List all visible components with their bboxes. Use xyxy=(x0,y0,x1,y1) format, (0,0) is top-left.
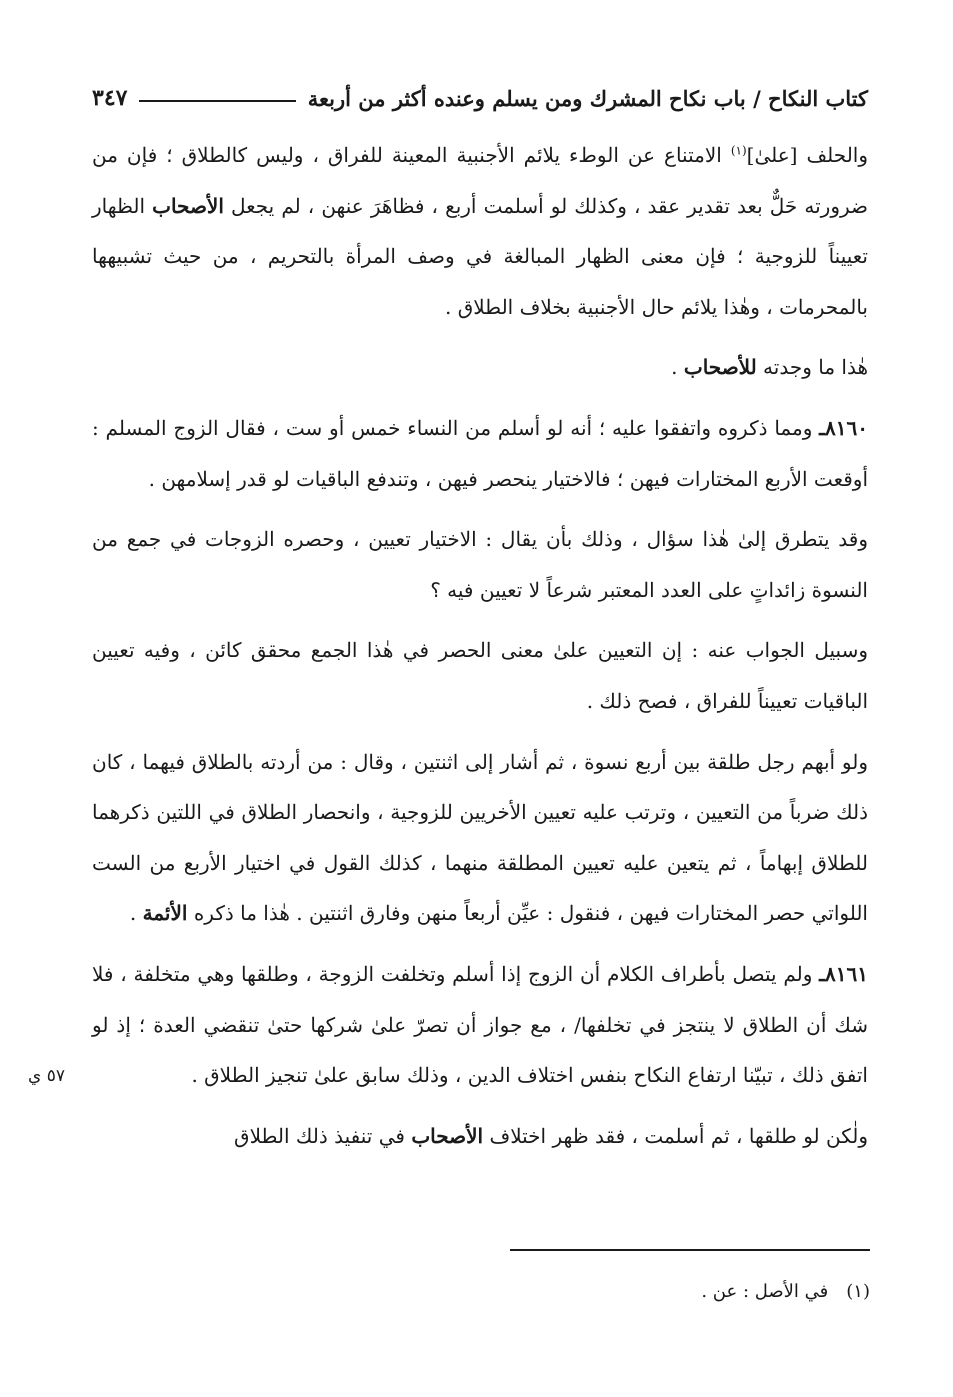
footnote-number: (١) xyxy=(846,1281,870,1302)
footnote xyxy=(500,1276,870,1308)
running-header xyxy=(92,76,868,120)
paragraph-1 xyxy=(92,130,868,332)
paragraph-last xyxy=(92,1111,868,1162)
text-run: . xyxy=(671,355,684,380)
paragraph-8161 xyxy=(92,949,868,1101)
text-run: الظهار تعييناً للزوجية ؛ فإن معنى الظهار المبالغة في وصف المرأة بالتحريم ، من حيث تشبيهها بالمحرمات ، وهٰذا يلائم حال الأجنبية بخلاف الطلاق . xyxy=(92,193,868,319)
text-run: ولٰكن لو طلقها ، ثم أسلمت ، فقد ظهر اختلاف xyxy=(483,1123,868,1148)
main-text xyxy=(92,130,868,1161)
text-run: في تنفيذ ذلك الطلاق xyxy=(234,1123,412,1148)
paragraph-question xyxy=(92,514,868,615)
text-run: ولو أبهم رجل طلقة بين أربع نسوة ، ثم أشار إلى اثنتين ، وقال : من أردته بالطلاق فيهما ، كان ذلك ضرباً من التعيين ، وترتب عليه تعيين الأخريين للزوجية ، وانحصار الطلاق في اللتين ذكرهما للطلاق إبهاماً ، ثم يتعين عليه تعيين المطلقة منهما ، كذلك القول في اختيار الأربع من الست اللواتي حصر المختارات فيهن ، فنقول : عيِّن أربعاً منهن وفارق اثنتين . هٰذا ما ذكره xyxy=(92,749,868,926)
footnote-ref: (١) xyxy=(730,143,747,158)
bold-term: الأصحاب xyxy=(152,193,224,218)
bold-term: للأصحاب xyxy=(683,355,757,380)
footnote-text: في الأصل : عن . xyxy=(701,1281,829,1302)
text-run: ومما ذكروه واتفقوا عليه ؛ أنه لو أسلم من النساء خمس أو ست ، فقال الزوج المسلم : أوقعت الأربع المختارات فيهن ؛ فالاختيار ينحصر فيهن ، وتندفع الباقيات لو قدر إسلامهن . xyxy=(92,415,868,491)
footnote-separator xyxy=(510,1249,870,1251)
section-number: ٨١٦٠ـ xyxy=(819,415,868,440)
text-run: وقد يتطرق إلىٰ هٰذا سؤال ، وذلك بأن يقال : الاختيار تعيين ، وحصره الزوجات في جمع من النسوة زائداتٍ على العدد المعتبر شرعاً لا تعيين فيه ؟ xyxy=(92,527,868,602)
page-number: ٣٤٧ xyxy=(92,85,128,111)
text-run: ولم يتصل بأطراف الكلام أن الزوج إذا أسلم وتخلفت الزوجة ، وطلقها وهي متخلفة ، فلا شك أن الطلاق لا ينتجز في تخلفها/ ، مع جواز أن تصرّ علىٰ شركها حتىٰ تنقضي العدة ؛ إذ لو اتفق ذلك ، تبيّنا ارتفاع النكاح بنفس اختلاف الدين ، وذلك سابق علىٰ تنجيز الطلاق . xyxy=(92,961,868,1088)
text-run: والحلف [علىٰ] xyxy=(746,143,869,167)
paragraph-example xyxy=(92,737,868,939)
text-run: الامتناع عن الوطء يلائم الأجنبية المعينة للفراق ، وليس كالطلاق ؛ فإن من ضرورته حَلٌّ بعد تقدير عقد ، وكذلك لو أسلمت أربع ، فظاهَرَ عنهن ، لم يجعل xyxy=(92,143,868,218)
text-run: وسبيل الجواب عنه : إن التعيين علىٰ معنى الحصر في هٰذا الجمع محقق كائن ، وفيه تعيين الباقيات تعييناً للفراق ، فصح ذلك . xyxy=(92,638,868,713)
bold-term: الأصحاب xyxy=(411,1123,484,1148)
bold-term: الأئمة xyxy=(142,901,188,926)
header-rule xyxy=(139,100,295,102)
section-number: ٨١٦١ـ xyxy=(819,961,868,986)
paragraph-answer xyxy=(92,625,868,726)
text-run: هٰذا ما وجدته xyxy=(756,355,868,380)
header-title: كتاب النكاح / باب نكاح المشرك ومن يسلم وعنده أكثر من أربعة xyxy=(307,85,868,111)
paragraph-8160 xyxy=(92,403,868,504)
text-run: . xyxy=(129,901,143,926)
paragraph-2 xyxy=(92,342,868,393)
manuscript-folio-note: ٥٧ ي xyxy=(28,1066,65,1086)
